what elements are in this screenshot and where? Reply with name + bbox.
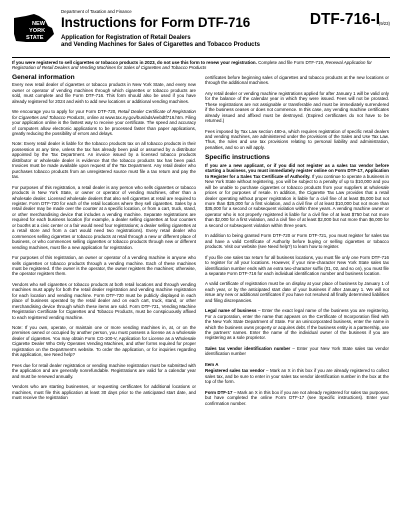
header-divider bbox=[12, 57, 390, 58]
subtitle-line-1: Application for Registration of Retail Dealers bbox=[61, 34, 191, 41]
paragraph: For purposes of this registration, an owner or operator of a vending machine is anyone who sells cigarettes or tobacco products through a vending machine. Each of these machines must be registered. If the owner is the operator, the owner registers the machines; otherwise, the operator registers them. bbox=[12, 255, 196, 277]
svg-text:NEW: NEW bbox=[32, 21, 46, 27]
intro-bold: If you were registered to sell cigarettes or tobacco products in 2023, do not use this form to renew your registration. bbox=[12, 60, 257, 65]
page-title: Instructions for Form DTF-716 bbox=[61, 15, 251, 30]
paragraph: Any retail dealer or vending machine registrations applied for after January 1 will be valid only for the balance of the calendar year in which they were issued. Fees will not be prorated. These registrations are not assignable or transferable and must be immediately surrendered if the business ceases or does not commence. In this case, any vending machine certificates already issued and affixed must be destroyed. (Expired certificates do not have to be returned.) bbox=[205, 90, 389, 124]
form-revision-date: (9/23) bbox=[378, 21, 390, 26]
item-a-heading: Item A bbox=[205, 361, 219, 367]
department-name: Department of Taxation and Finance bbox=[61, 9, 132, 14]
paragraph: We encourage you to apply for your Form DTF-720, Retail Dealer Certificate of Registration for Cigarettes and Tobacco Products, online at www.tax.ny.gov/bus/ads/webdtf716.htm. Filing your application online is the fastest way to receive your certificate. The speed and accuracy of computers allow electronic applications to be processed faster than paper applications, greatly reducing the possibility of errors and delays. bbox=[12, 109, 197, 136]
two-column-body bbox=[12, 75, 390, 411]
paragraph: Fees imposed by Tax Law section 480-a, which requires registration of specific retail dealers and vending machines, are administered under the provisions of the Sales and Use Tax Law. Thus, the rules and use tax provisions relating to personal liability and administration, penalties, and so on will apply. bbox=[205, 128, 389, 150]
paragraph: In addition to being granted Form DTF-720 or Form DTF-721, you must register for sales tax and have a valid Certificate of Authority before buying or selling cigarettes or tobacco products. Visit our website (see Need help?) to learn how to register. bbox=[205, 233, 389, 250]
left-column bbox=[12, 75, 196, 411]
intro-form-title: Renewal Application for Registration of Retail Dealers and Vending Machines for Sales of Cigarettes and Tobacco Products bbox=[12, 60, 372, 71]
paragraph: Registered sales tax vendor – Mark an X in this box if you are already registered to collect sales tax, and be sure to enter in your sales tax vendor identification number in the box at the top of the form. bbox=[205, 368, 389, 385]
form-number: DTF-716-I bbox=[309, 11, 380, 28]
paragraph: Note: If you own, operate, or maintain one or more vending machines in, at, or on the premises owned or occupied by another person, you must possess a license as a wholesale dealer of cigarettes. You may obtain Form CG-100-V, Application for License as a Wholesale Cigarette Dealer Who Only Operates Vending Machines, and other forms required for proper registration on the Department's website. To order the application, or for inquiries regarding this application, see Need help? bbox=[12, 325, 196, 358]
right-column bbox=[205, 75, 389, 411]
paragraph: If you are a new applicant, or if you did not register as a sales tax vendor before starting a business, you must immediately register online on Form DTF-17, Application to Register for a Sales Tax Certificate of Authority. If you continue to operate a business in New York State without registering, you will be subject to a penalty of up to $10,000 and you will be unable to purchase cigarettes or tobacco products from your suppliers at wholesale prices or for purposes of resale. In addition, the Cigarette Tax Law provides that a retail dealer operating without proper registration is liable for a civil fine of at least $5,000 but not more than $25,000 for a first violation, and a civil fine of at least $10,000 but not more than $35,000 for a second or subsequent violation within three years. A vending machine owner or operator who is not properly registered is liable for a civil fine of at least $750 but not more than $2,000 for a first violation, and a civil fine of at least $2,000 but not more than $6,000 for a second or subsequent violation within three years. bbox=[205, 162, 389, 228]
paragraph: Sales tax vendor identification number – Enter your New York State sales tax vendor identification number bbox=[205, 345, 389, 357]
paragraph: certificates before beginning sales of cigarettes and tobacco products at the new locations or through the additional machines. bbox=[205, 74, 389, 86]
page-header bbox=[12, 9, 390, 57]
section-heading-specific: Specific instructions bbox=[205, 154, 270, 162]
intro-text: Complete and file Form DTF-719, bbox=[256, 60, 326, 65]
section-heading-general: General information bbox=[12, 73, 75, 81]
paragraph: Form DTF-17 – Mark an X in this box if you are not already registered for sales tax purposes, but have completed the online Form DTF-17 (see Specific instructions). Enter your confirmation number. bbox=[205, 389, 389, 406]
svg-text:YORK: YORK bbox=[29, 28, 46, 34]
paragraph: Vendors who sell cigarettes or tobacco products at both retail locations and through vending machines must apply for both the retail dealer registration and vending machine registration for each location and vending machine. Form DTF-720 must be publicly displayed in each place of business operated by the retail dealer and on each cart, truck, stand, or other merchandising device through which these items are sold. Form DTF-721, Vending Machine Registration Certificate for Cigarettes and Tobacco Products, must be conspicuously affixed to each registered vending machine. bbox=[12, 281, 196, 320]
paragraph: Vendors who are starting businesses, or requesting certificates for additional locations or machines, must file this application at least 30 days prior to the anticipated start date, and must receive the registration bbox=[12, 384, 196, 401]
intro-notice bbox=[12, 60, 390, 71]
paragraph: If you file one sales tax return for all business locations, you must file only one Form DTF-716 to register for all your locations. However, if your nine-character New York State sales tax identification number ends with an extra two-character suffix (01, 02, and so on), you must file a separate Form DTF-716 for each individual identification number and business location. bbox=[205, 254, 389, 276]
paragraph: Every new retail dealer of cigarettes or tobacco products in New York State, and every new owner or operator of vending machines through which cigarettes or tobacco products are sold, must complete and file Form DTF-716. This form should also be used if you have already registered for 2024 and wish to add new locations or additional vending machines. bbox=[12, 82, 196, 104]
paragraph: Fees due for retail dealer registration or vending machine registration must be submitted with the application and are generally nonrefundable. Registrations are valid for a calendar year and must be renewed annually. bbox=[12, 362, 196, 379]
nys-logo-icon bbox=[12, 12, 56, 46]
svg-text:STATE: STATE bbox=[26, 35, 44, 41]
paragraph: For purposes of this registration, a retail dealer is any person who sells cigarettes or tobacco products in New York State, or owner or operator of vending machines, other than a wholesale dealer. Licensed wholesale dealers that also sell cigarettes at retail are required to register. Form DTF-720 for each of the retail locations where they sell cigarettes. Sales by a retail dealer may be made over the counter at a specific location, or from a cart, truck, stand, or other merchandising device that includes a vending machine. Separate registrations are required for each business location (for example, a dealer selling cigarettes at four counters or booths at a civic center or a fair would need four registrations; a dealer selling cigarettes at a retail store and from a cart would need two registrations). Every retail dealer who commences selling cigarettes or tobacco products at retail through a new or different place of business, or who commences selling cigarettes or tobacco products through new or different vending machines, must file a new application for registration. bbox=[12, 184, 196, 250]
page-subtitle bbox=[61, 34, 301, 48]
paragraph: Legal name of business – Enter the exact legal name of the business you are registering. For a corporation, enter the name that appears on the Certificate of Incorporation filed with the New York State Department of State. For an unincorporated business, enter the name in which the business owns property or acquires debt. If the business entity is a partnership, use the partners' names. Enter the name of the individual owner of the business if you are registering as a sole proprietor. bbox=[205, 308, 389, 341]
subtitle-line-2: and Vending Machines for Sales of Cigarettes and Tobacco Products bbox=[61, 41, 260, 49]
paragraph: Note: Every retail dealer is liable for the tobacco products tax on all tobacco products in their possession at any time, unless the tax has already been paid or assumed by a distributor appointed by the Tax Department. An invoice issued by a licensed tobacco products distributor or wholesale dealer is evidence that the tobacco products tax has been paid. Invoices must be made available upon request of the Tax Department. Any retail dealer who purchases tobacco products from an unregistered source must file a tax return and pay the tax. bbox=[12, 141, 196, 180]
paragraph: A valid certificate of registration must be on display at your place of business by January 1 of each year, or by the anticipated start date of your business if after January 1. We will not issue any new or additional certificates if you have not resolved all finally determined liabilities and filing discrepancies. bbox=[205, 281, 389, 303]
